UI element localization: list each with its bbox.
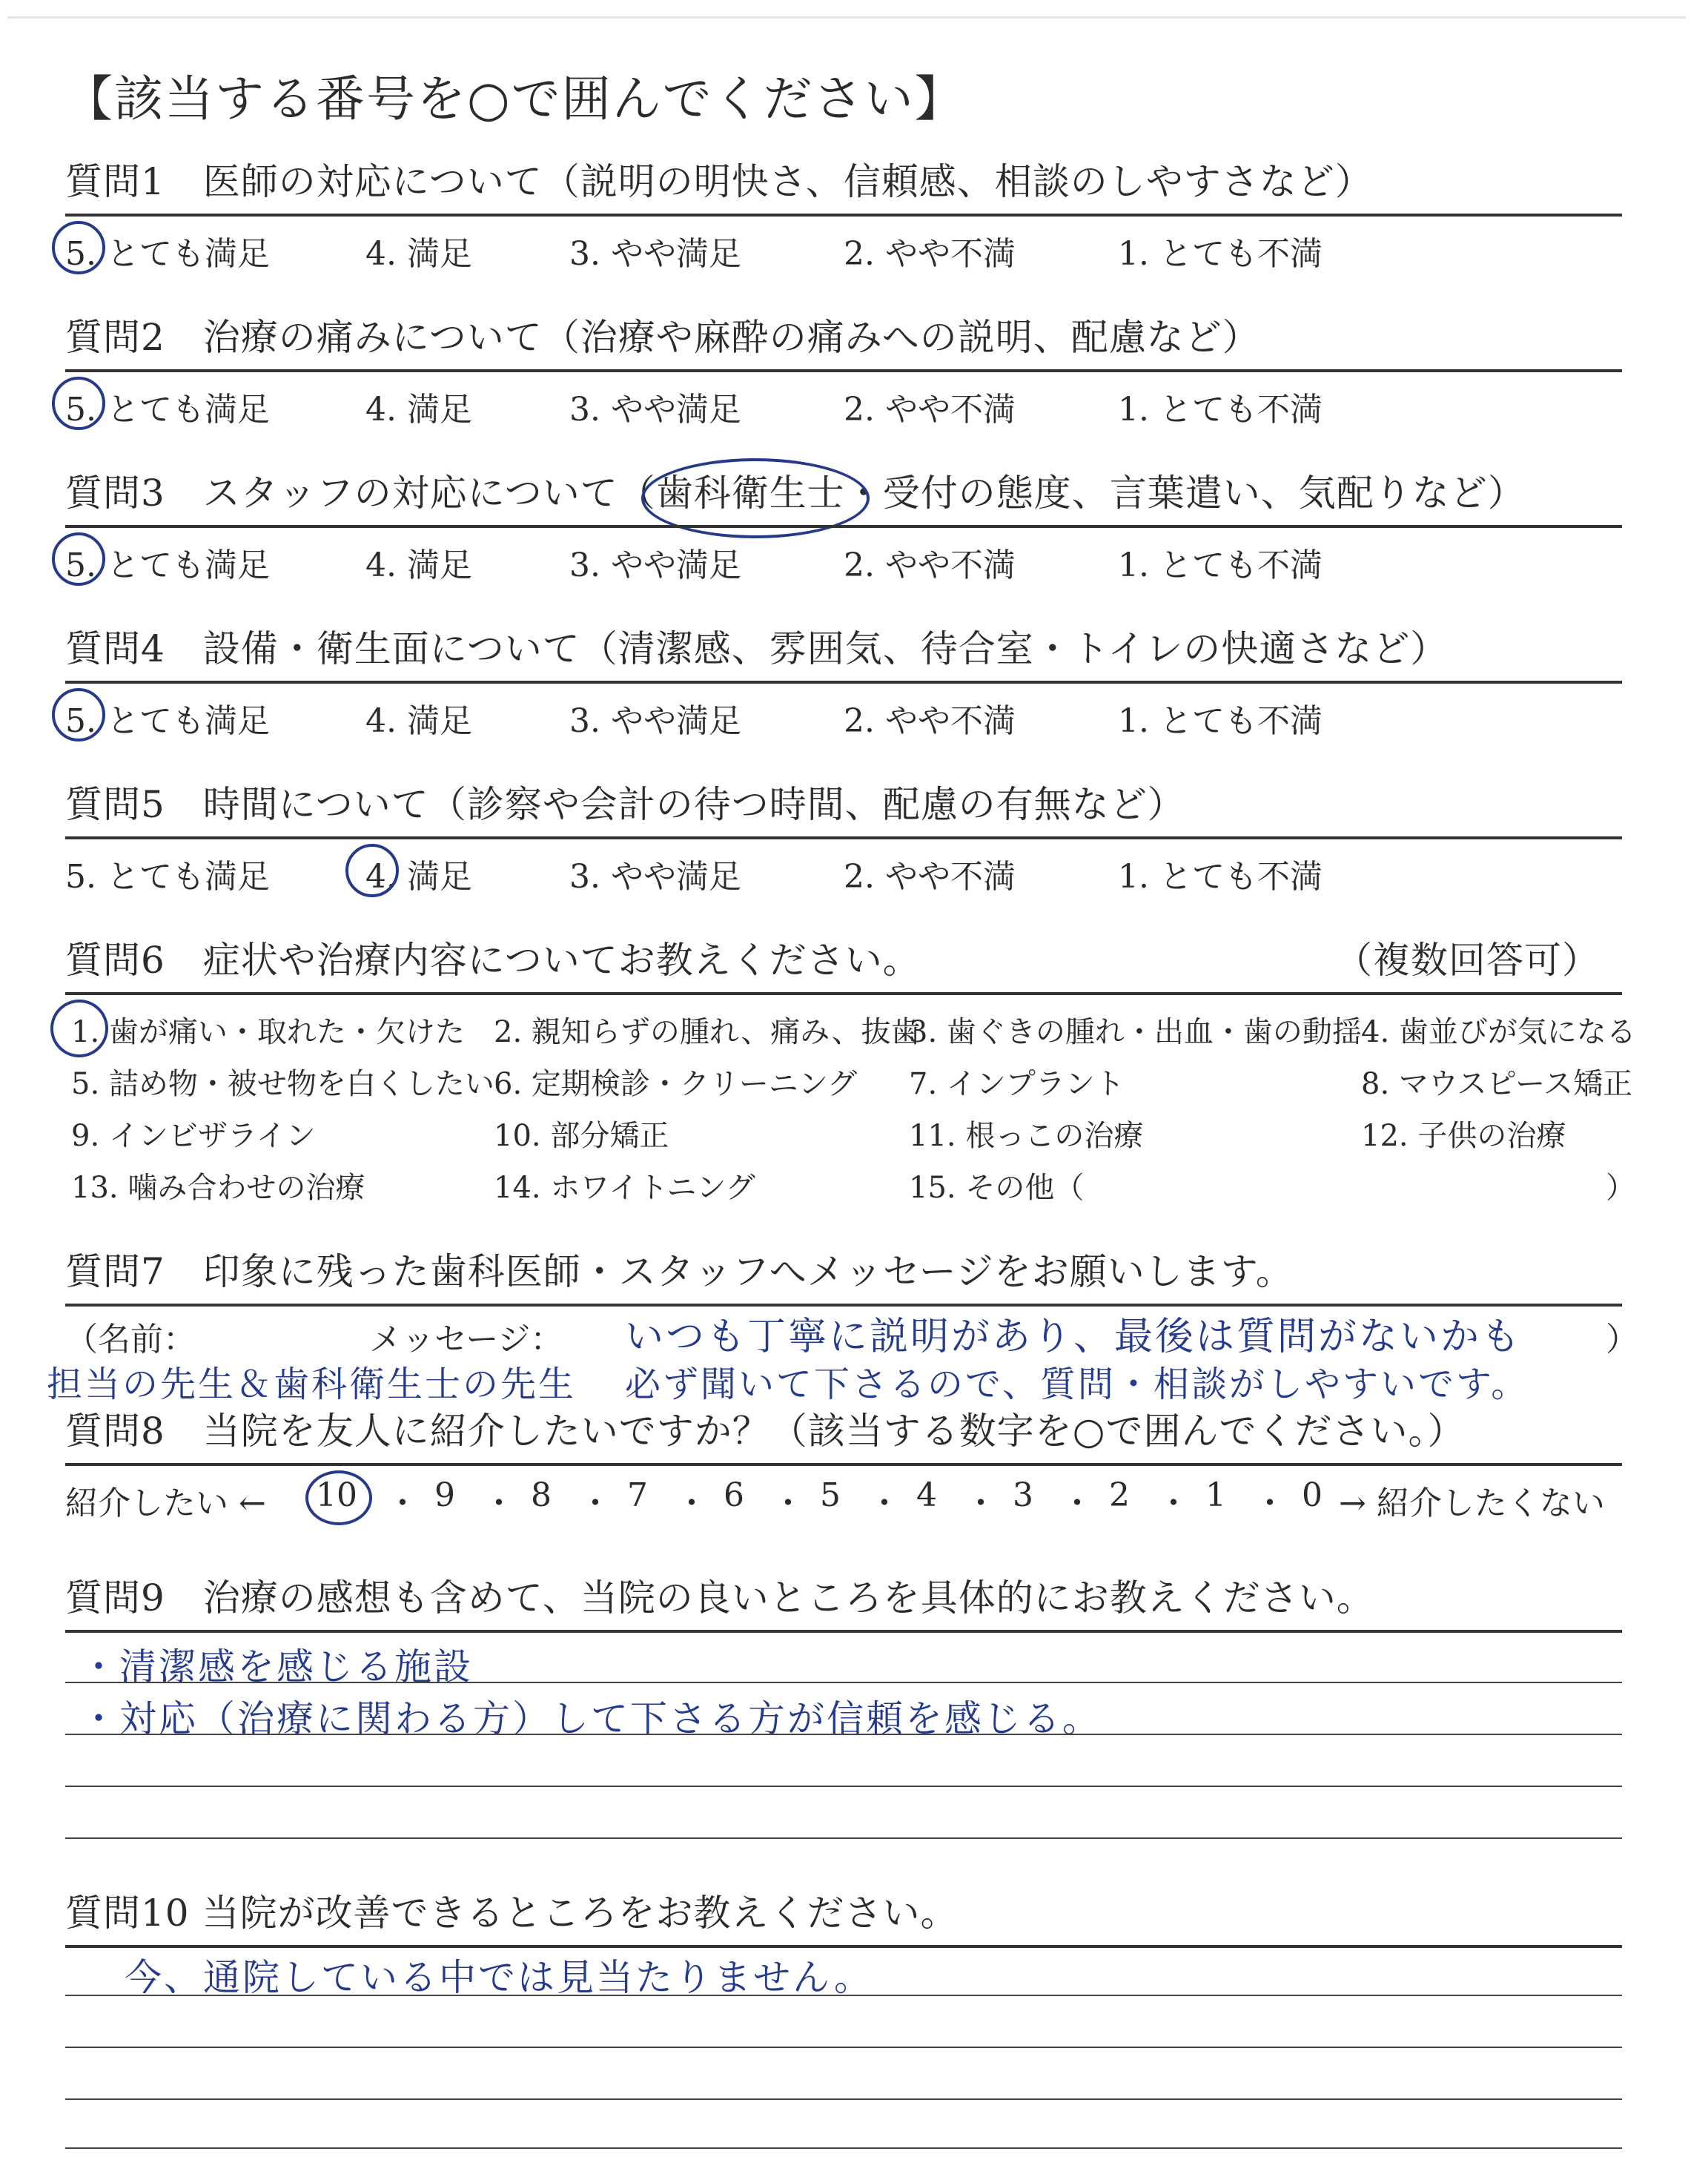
recommend-right-label: → 紹介したくない <box>1339 1484 1605 1522</box>
scale-1[interactable]: 1 <box>1205 1476 1226 1514</box>
scale-2[interactable]: 2 <box>1109 1476 1130 1514</box>
selection-circle <box>345 844 399 897</box>
option-1[interactable]: 1. とても不満 <box>1118 235 1323 273</box>
option-4[interactable]: 4. 満足 <box>365 858 472 896</box>
q6-option[interactable]: 1. 歯が痛い・取れた・欠けた <box>71 1015 465 1049</box>
option-1[interactable]: 1. とても不満 <box>1118 858 1323 896</box>
q6-option[interactable]: 3. 歯ぐきの腫れ・出血・歯の動揺 <box>909 1015 1362 1049</box>
scale-6[interactable]: 6 <box>724 1476 744 1514</box>
selection-circle <box>52 377 105 430</box>
question-4 <box>65 623 1622 740</box>
q6-option[interactable]: 5. 詰め物・被せ物を白くしたい <box>71 1067 494 1101</box>
recommend-left-label: 紹介したい ← <box>65 1484 266 1522</box>
selection-circle <box>305 1470 372 1525</box>
option-5[interactable]: 5. とても満足 <box>65 235 270 273</box>
option-3[interactable]: 3. やや満足 <box>569 235 741 273</box>
option-5[interactable]: 5. とても満足 <box>65 858 270 896</box>
scale-separator: ・ <box>579 1484 612 1522</box>
option-3[interactable]: 3. やや満足 <box>569 702 741 740</box>
question-9 <box>65 1572 1622 1740</box>
option-2[interactable]: 2. やや不満 <box>844 858 1016 896</box>
question-title: 質問8 当院を友人に紹介したいですか？（該当する数字を○で囲んでください。） <box>65 1410 1466 1453</box>
answer-line <box>65 1786 1622 1787</box>
q6-option[interactable]: 9. インビザライン <box>71 1119 316 1153</box>
q6-option-other[interactable]: 15. その他（ <box>909 1171 1085 1205</box>
selection-circle <box>52 532 105 586</box>
question-1 <box>65 156 1622 273</box>
answer-line <box>65 1995 1622 1996</box>
handwritten-answer-line-1: ・清潔感を感じる施設 <box>80 1645 473 1688</box>
question-title: 質問3 スタッフの対応について（歯科衛生士 ・受付の態度、言葉遣い、気配りなど） <box>65 467 1622 519</box>
scale-3[interactable]: 3 <box>1013 1476 1033 1514</box>
scale-5[interactable]: 5 <box>820 1476 841 1514</box>
q6-option[interactable]: 6. 定期検診・クリーニング <box>494 1067 858 1101</box>
answer-line <box>65 2047 1622 2048</box>
scale-separator: ・ <box>1254 1484 1286 1522</box>
q6-option[interactable]: 11. 根っこの治療 <box>909 1119 1144 1153</box>
survey-heading: 【該当する番号を○で囲んでください】 <box>64 70 965 128</box>
option-4[interactable]: 4. 満足 <box>365 235 472 273</box>
question-10 <box>65 1887 1622 1999</box>
option-3[interactable]: 3. やや満足 <box>569 858 741 896</box>
question-underline <box>65 214 1622 217</box>
scale-9[interactable]: 9 <box>434 1476 455 1514</box>
question-7 <box>47 1246 1638 1405</box>
answer-line <box>65 1682 1622 1683</box>
scale-separator: ・ <box>386 1484 419 1522</box>
option-5[interactable]: 5. とても満足 <box>65 702 270 740</box>
q6-option[interactable]: 12. 子供の治療 <box>1361 1119 1566 1153</box>
question-underline <box>65 369 1622 372</box>
question-title: 質問6 症状や治療内容についてお教えください。 <box>65 939 921 982</box>
scale-separator: ・ <box>675 1484 708 1522</box>
question-6 <box>65 934 1636 1205</box>
q6-option[interactable]: 8. マウスピース矯正 <box>1361 1067 1633 1101</box>
question-title: 質問9 治療の感想も含めて、当院の良いところを具体的にお教えください。 <box>65 1576 1374 1619</box>
scale-8[interactable]: 8 <box>531 1476 552 1514</box>
answer-line <box>65 2147 1622 2149</box>
selection-circle <box>52 688 105 742</box>
scale-separator: ・ <box>1157 1484 1190 1522</box>
option-4[interactable]: 4. 満足 <box>365 546 472 584</box>
selection-circle <box>52 221 105 274</box>
option-3[interactable]: 3. やや満足 <box>569 546 741 584</box>
option-4[interactable]: 4. 満足 <box>365 391 472 429</box>
option-4[interactable]: 4. 満足 <box>365 702 472 740</box>
message-close-paren: ） <box>1606 1321 1638 1358</box>
option-1[interactable]: 1. とても不満 <box>1118 391 1323 429</box>
question-title: 質問5 時間について（診察や会計の待つ時間、配慮の有無など） <box>65 783 1185 826</box>
scale-10[interactable]: 10 <box>316 1476 357 1514</box>
handwritten-message-line-1: いつも丁寧に説明があり、最後は質問がないかも <box>625 1315 1523 1359</box>
question-title: 質問4 設備・衛生面について（清潔感、雰囲気、待合室・トイレの快適さなど） <box>65 627 1449 670</box>
option-5[interactable]: 5. とても満足 <box>65 391 270 429</box>
option-3[interactable]: 3. やや満足 <box>569 391 741 429</box>
option-1[interactable]: 1. とても不満 <box>1118 702 1323 740</box>
multiple-answer-note: （複数回答可） <box>1335 939 1600 982</box>
question-title: 質問7 印象に残った歯科医師・スタッフへメッセージをお願いします。 <box>65 1250 1294 1293</box>
scale-7[interactable]: 7 <box>627 1476 648 1514</box>
q6-option[interactable]: 7. インプラント <box>909 1067 1125 1101</box>
question-title: 質問1 医師の対応について（説明の明快さ、信頼感、相談のしやすさなど） <box>65 160 1373 203</box>
selection-circle <box>50 1000 108 1057</box>
other-close-paren: ） <box>1606 1171 1635 1205</box>
circled-term: 歯科衛生士 <box>656 472 845 515</box>
q6-option[interactable]: 2. 親知らずの腫れ、痛み、抜歯 <box>494 1015 921 1049</box>
option-2[interactable]: 2. やや不満 <box>844 546 1016 584</box>
scale-separator: ・ <box>772 1484 804 1522</box>
option-2[interactable]: 2. やや不満 <box>844 391 1016 429</box>
option-2[interactable]: 2. やや不満 <box>844 235 1016 273</box>
handwritten-answer-line-2: ・対応（治療に関わる方）して下さる方が信頼を感じる。 <box>80 1697 1102 1740</box>
q6-option[interactable]: 4. 歯並びが気になる <box>1361 1015 1636 1049</box>
question-underline <box>65 1630 1622 1633</box>
answer-line <box>65 1734 1622 1735</box>
q6-option[interactable]: 10. 部分矯正 <box>494 1119 669 1153</box>
handwritten-staff-name: 担当の先生＆歯科衛生士の先生 <box>47 1364 577 1405</box>
question-3 <box>65 467 1622 584</box>
option-5[interactable]: 5. とても満足 <box>65 546 270 584</box>
scale-separator: ・ <box>868 1484 901 1522</box>
question-underline <box>65 1463 1622 1466</box>
question-underline <box>65 992 1622 995</box>
scale-0[interactable]: 0 <box>1302 1476 1323 1514</box>
scale-separator: ・ <box>1061 1484 1093 1522</box>
question-underline <box>65 681 1622 684</box>
question-title: 質問10 当院が改善できるところをお教えください。 <box>65 1892 959 1935</box>
answer-line <box>65 2098 1622 2100</box>
scale-separator: ・ <box>964 1484 997 1522</box>
scale-4[interactable]: 4 <box>916 1476 937 1514</box>
q6-option[interactable]: 13. 噛み合わせの治療 <box>71 1171 365 1205</box>
page-top-edge <box>7 16 1686 19</box>
message-label: メッセージ： <box>369 1321 563 1358</box>
question-8 <box>65 1405 1622 1522</box>
question-5 <box>65 779 1622 896</box>
q6-option[interactable]: 14. ホワイトニング <box>494 1171 755 1205</box>
question-underline <box>65 836 1622 839</box>
question-2 <box>65 311 1622 429</box>
handwritten-message-line-2: 必ず聞いて下さるので、質問・相談がしやすいです。 <box>625 1364 1529 1405</box>
option-1[interactable]: 1. とても不満 <box>1118 546 1323 584</box>
scale-separator: ・ <box>483 1484 515 1522</box>
question-title: 質問2 治療の痛みについて（治療や麻酔の痛みへの説明、配慮など） <box>65 316 1260 359</box>
question-underline <box>65 525 1622 528</box>
name-label: （名前： <box>65 1321 196 1358</box>
answer-line <box>65 1837 1622 1839</box>
option-2[interactable]: 2. やや不満 <box>844 702 1016 740</box>
handwritten-answer-line-1: 今、通院している中では見当たりません。 <box>125 1956 873 1999</box>
